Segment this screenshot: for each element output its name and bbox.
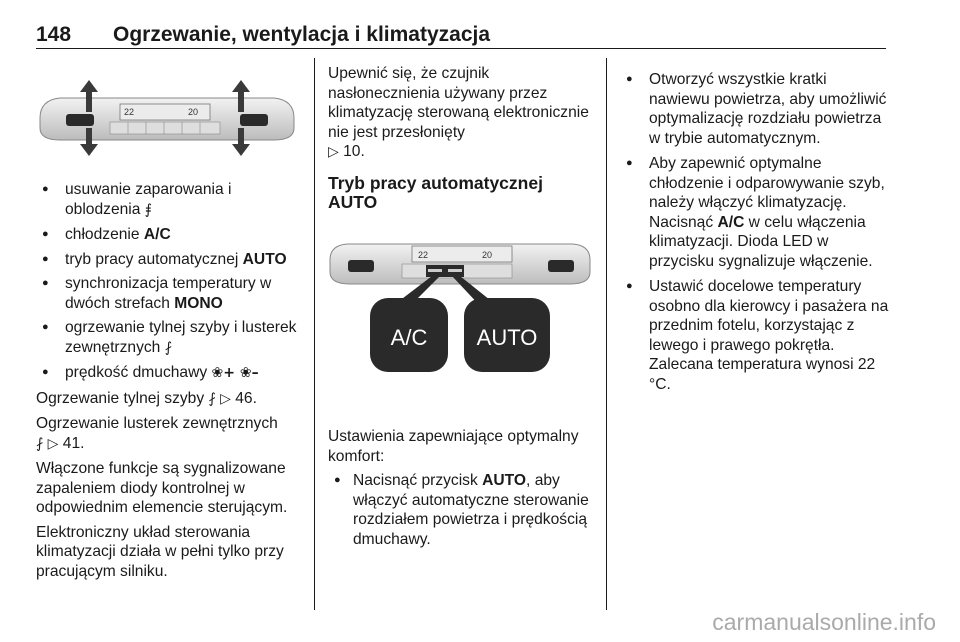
list-item-press-auto: ● Nacisnąć przycisk AUTO, aby włączyć automatyczne sterowanie rozdziałem powietrza i prędkością dmuchawy.	[328, 471, 594, 549]
windshield-defrost-icon: ⨎	[144, 201, 153, 218]
rear-defrost-icon: ⨏	[164, 339, 172, 356]
reference-arrow-icon: ▷	[220, 390, 231, 407]
climate-panel-figure	[36, 78, 298, 160]
engine-info: Elektroniczny układ sterowania klimatyzacji działa w pełni tylko przy pracującym silniku.	[36, 523, 284, 580]
ac-button-label: A/C	[390, 325, 428, 350]
figure1-temp-left: 22	[124, 107, 135, 117]
sensor-note: Upewnić się, że czujnik nasłonecznienia używany przez klimatyzację sterowaną elektronicznie nie jest przesłonięty ▷ 10.	[328, 65, 589, 160]
column-middle	[328, 64, 594, 213]
list-item-fan-speed: ● prędkość dmuchawy ❀+ ❀–	[36, 363, 302, 384]
rear-defrost-icon: ⨏	[208, 390, 216, 407]
mirror-ref: Ogrzewanie lusterek zewnętrznych ⨏ ▷ 41.	[36, 415, 278, 452]
page-number: 148	[36, 23, 72, 46]
reference-arrow-icon: ▷	[328, 144, 339, 160]
reference-arrow-icon: ▷	[47, 435, 59, 452]
column-divider-left	[314, 58, 315, 610]
figure1-temp-right: 20	[188, 107, 199, 117]
watermark: carmanualsonline.info	[712, 609, 936, 635]
section-heading: Tryb pracy automatycznej AUTO	[328, 172, 543, 212]
function-list	[36, 180, 302, 384]
rear-defrost-icon: ⨏	[36, 435, 44, 452]
column-divider-right	[606, 58, 607, 610]
led-info: Włączone funkcje są sygnalizowane zapaleniem diody kontrolnej w odpowiednim elemencie sterującym.	[36, 460, 288, 516]
list-item-enable-ac: ● Aby zapewnić optymalne chłodzenie i odparowywanie szyb, należy włączyć klimatyzację. Nacisnąć A/C w celu włączenia klimatyzacji. Dioda LED w przycisku sygnalizuje włączenie.	[620, 154, 890, 271]
figure2-temp-right: 20	[482, 250, 493, 260]
page-header	[36, 14, 886, 49]
column-middle-lower	[328, 427, 594, 554]
list-item-defrost: ● usuwanie zaparowania i oblodzenia ⨎	[36, 180, 302, 220]
list-item-mono: ● synchronizacja temperatury w dwóch strefach MONO	[36, 274, 302, 313]
list-item-vents: ● Otworzyć wszystkie kratki nawiewu powietrza, aby umożliwić optymalizację rozdziału powietrza w trybie automatycznym.	[620, 70, 890, 148]
figure2-temp-left: 22	[418, 250, 429, 260]
column-left	[36, 180, 302, 581]
auto-button-label: AUTO	[476, 325, 538, 350]
list-item-rear-heating: ● ogrzewanie tylnej szyby i lusterek zewnętrznych ⨏	[36, 318, 302, 358]
ac-auto-panel-figure	[328, 238, 592, 380]
fan-speed-icon: ❀+ ❀–	[211, 365, 259, 381]
list-item-auto: ● tryb pracy automatycznej AUTO	[36, 250, 302, 270]
settings-intro: Ustawienia zapewniające optymalny komfort:	[328, 428, 579, 465]
column-right	[620, 70, 890, 399]
list-item-set-temp: ● Ustawić docelowe temperatury osobno dla kierowcy i pasażera na przednim fotelu, korzystając z lewego i prawego pokrętła. Zalecana temperatura wynosi 22 °C.	[620, 277, 890, 394]
list-item-cooling: ● chłodzenie A/C	[36, 225, 302, 245]
rear-window-ref: Ogrzewanie tylnej szyby ⨏ ▷ 46.	[36, 389, 257, 407]
page-title: Ogrzewanie, wentylacja i klimatyzacja	[113, 23, 491, 46]
